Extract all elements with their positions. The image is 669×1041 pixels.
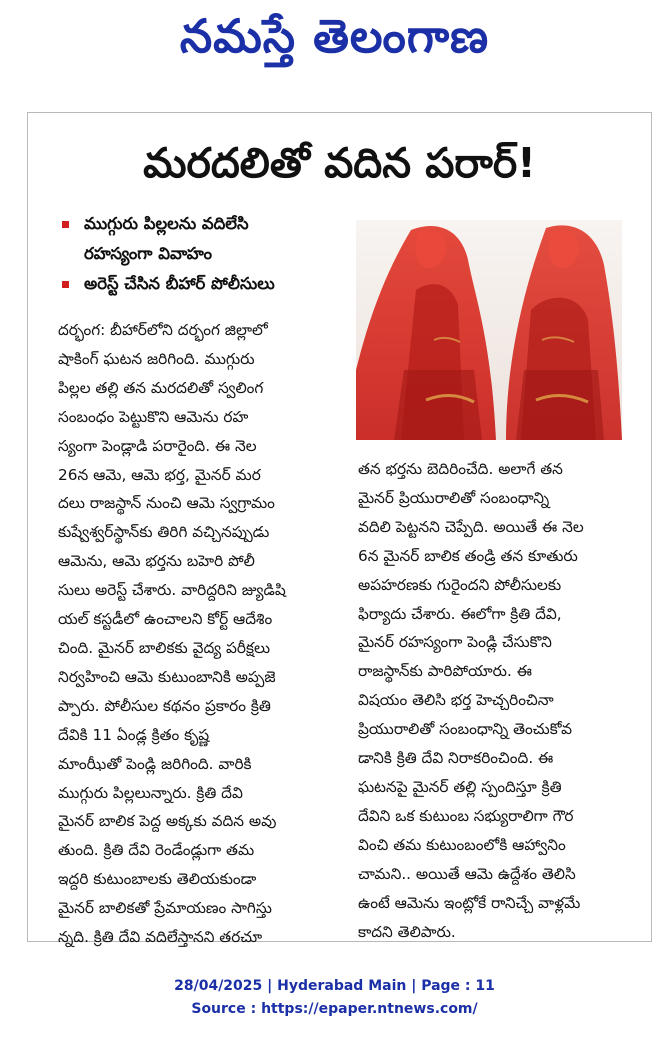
body-line: డానికి క్రితి దేవి నిరాకరించింది. ఈ xyxy=(358,749,554,768)
bullet-square-icon xyxy=(62,221,69,228)
body-line: సులు అరెస్ట్ చేశారు. వారిద్దరిని జ్యుడిషి xyxy=(58,581,286,600)
body-line: నిర్వహించి ఆమె కుటుంబానికి అప్పజె xyxy=(58,667,276,686)
body-line: వించి తమ కుటుంబంలోకి ఆహ్వానిం xyxy=(358,835,566,854)
article-photo xyxy=(356,220,622,440)
body-line: 26న ఆమె, ఆమె భర్త, మైనర్ మర xyxy=(58,465,261,484)
article-body-column-2 xyxy=(358,455,628,946)
body-line: దేవికి 11 ఏండ్ల క్రితం కృష్ణ xyxy=(58,725,210,744)
body-line: ఫిర్యాదు చేశారు. ఈలోగా క్రితి దేవి, xyxy=(358,604,562,623)
body-line: మైనర్ బాలిక పెద్ద అక్కకు వదిన అవు xyxy=(58,812,277,831)
body-line: రాజస్థాన్‌కు పారిపోయారు. ఈ xyxy=(358,662,532,681)
body-line: ఇద్దరి కుటుంబాలకు తెలియకుండా xyxy=(58,870,257,889)
bullet-item xyxy=(58,269,358,299)
body-line: విషయం తెలిసి భర్త హెచ్చరించినా xyxy=(358,691,554,710)
body-line: దలు రాజస్థాన్ నుంచి ఆమె స్వగ్రామం xyxy=(58,494,275,513)
article-headline: మరదలితో వదిన పరార్! xyxy=(143,139,536,187)
body-line: పిల్లల తల్లి తన మరదలితో స్వలింగ xyxy=(58,378,264,397)
body-line: 6న మైనర్ బాలిక తండ్రి తన కూతురు xyxy=(358,546,578,565)
body-line: న్నది. క్రితి దేవి వదిలేస్తానని తరచూ xyxy=(58,928,263,947)
body-line: ముగ్గురు పిల్లలున్నారు. క్రితి దేవి xyxy=(58,783,243,802)
bullet-line: రహస్యంగా వివాహం xyxy=(84,244,212,263)
article-body-column-1 xyxy=(58,316,348,952)
body-line: సంబంధం పెట్టుకొని ఆమెను రహ xyxy=(58,407,249,426)
article-clipping xyxy=(27,112,652,947)
body-line: తుంది. క్రితి దేవి రెండేండ్లుగా తమ xyxy=(58,841,255,860)
footer-meta: 28/04/2025 | Hyderabad Main | Page : 11 xyxy=(174,978,495,994)
body-line: దర్భంగ: బీహార్‌లోని దర్భంగ జిల్లాలో xyxy=(58,321,268,339)
body-line: చామని.. అయితే ఆమె ఉద్దేశం తెలిసి xyxy=(358,864,576,883)
body-line: ప్రియురాలితో సంబంధాన్ని తెంచుకోవ xyxy=(358,720,573,739)
body-line: ఆమెను, ఆమె భర్తను బహెరి పోలీ xyxy=(58,552,255,571)
bullet-line: ముగ్గురు పిల్లలను వదిలేసి xyxy=(84,214,249,233)
body-line: ఘటనపై మైనర్ తల్లి స్పందిస్తూ క్రితి xyxy=(358,777,562,796)
bullet-line: అరెస్ట్ చేసిన బీహార్ పోలీసులు xyxy=(84,274,275,293)
body-line: దేవిని ఒక కుటుంబ సభ్యురాలిగా గౌర xyxy=(358,806,574,825)
body-line: వదిలి పెట్టనని చెప్పేది. అయితే ఈ నెల xyxy=(358,517,584,536)
body-line: మాంఝీతో పెండ్లి జరిగింది. వారికి xyxy=(58,754,252,773)
bullet-square-icon xyxy=(62,281,69,288)
body-line: మైనర్ ప్రియురాలితో సంబంధాన్ని xyxy=(358,488,550,507)
body-line: ఉంటే ఆమెను ఇంట్లోకే రానిచ్చే వాళ్లమే xyxy=(358,893,581,912)
two-brides-photo-icon xyxy=(356,220,622,440)
masthead-logo: నమస్తే తెలంగాణ xyxy=(179,9,490,63)
body-line: మైనర్ రహస్యంగా పెండ్లి చేసుకొని xyxy=(358,633,552,652)
body-line: తన భర్తను బెదిరించేది. అలాగే తన xyxy=(358,460,563,478)
body-line: కుష్వేశ్వర్‌స్థాన్‌కు తిరిగి వచ్చినప్పుడు xyxy=(58,523,270,542)
body-line: చింది. మైనర్ బాలికకు వైద్య పరీక్షలు xyxy=(58,638,271,657)
body-line: కాదని తెలిపారు. xyxy=(358,922,456,941)
bullet-list xyxy=(58,209,358,299)
body-line: యల్ కస్టడీలో ఉంచాలని కోర్ట్ ఆదేశిం xyxy=(58,610,273,629)
bullet-item xyxy=(58,209,358,269)
body-line: షాకింగ్ ఘటన జరిగింది. ముగ్గురు xyxy=(58,349,255,368)
body-line: ప్పారు. పోలీసుల కథనం ప్రకారం క్రితి xyxy=(58,696,271,715)
body-line: అపహరణకు గురైందని పోలీసులకు xyxy=(358,575,562,594)
body-line: స్యంగా పెండ్లాడి పరారైంది. ఈ నెల xyxy=(58,436,257,455)
footer-source: Source : https://epaper.ntnews.com/ xyxy=(191,1001,478,1017)
body-line: మైనర్ బాలికతో ప్రేమాయణం సాగిస్తు xyxy=(58,899,272,918)
